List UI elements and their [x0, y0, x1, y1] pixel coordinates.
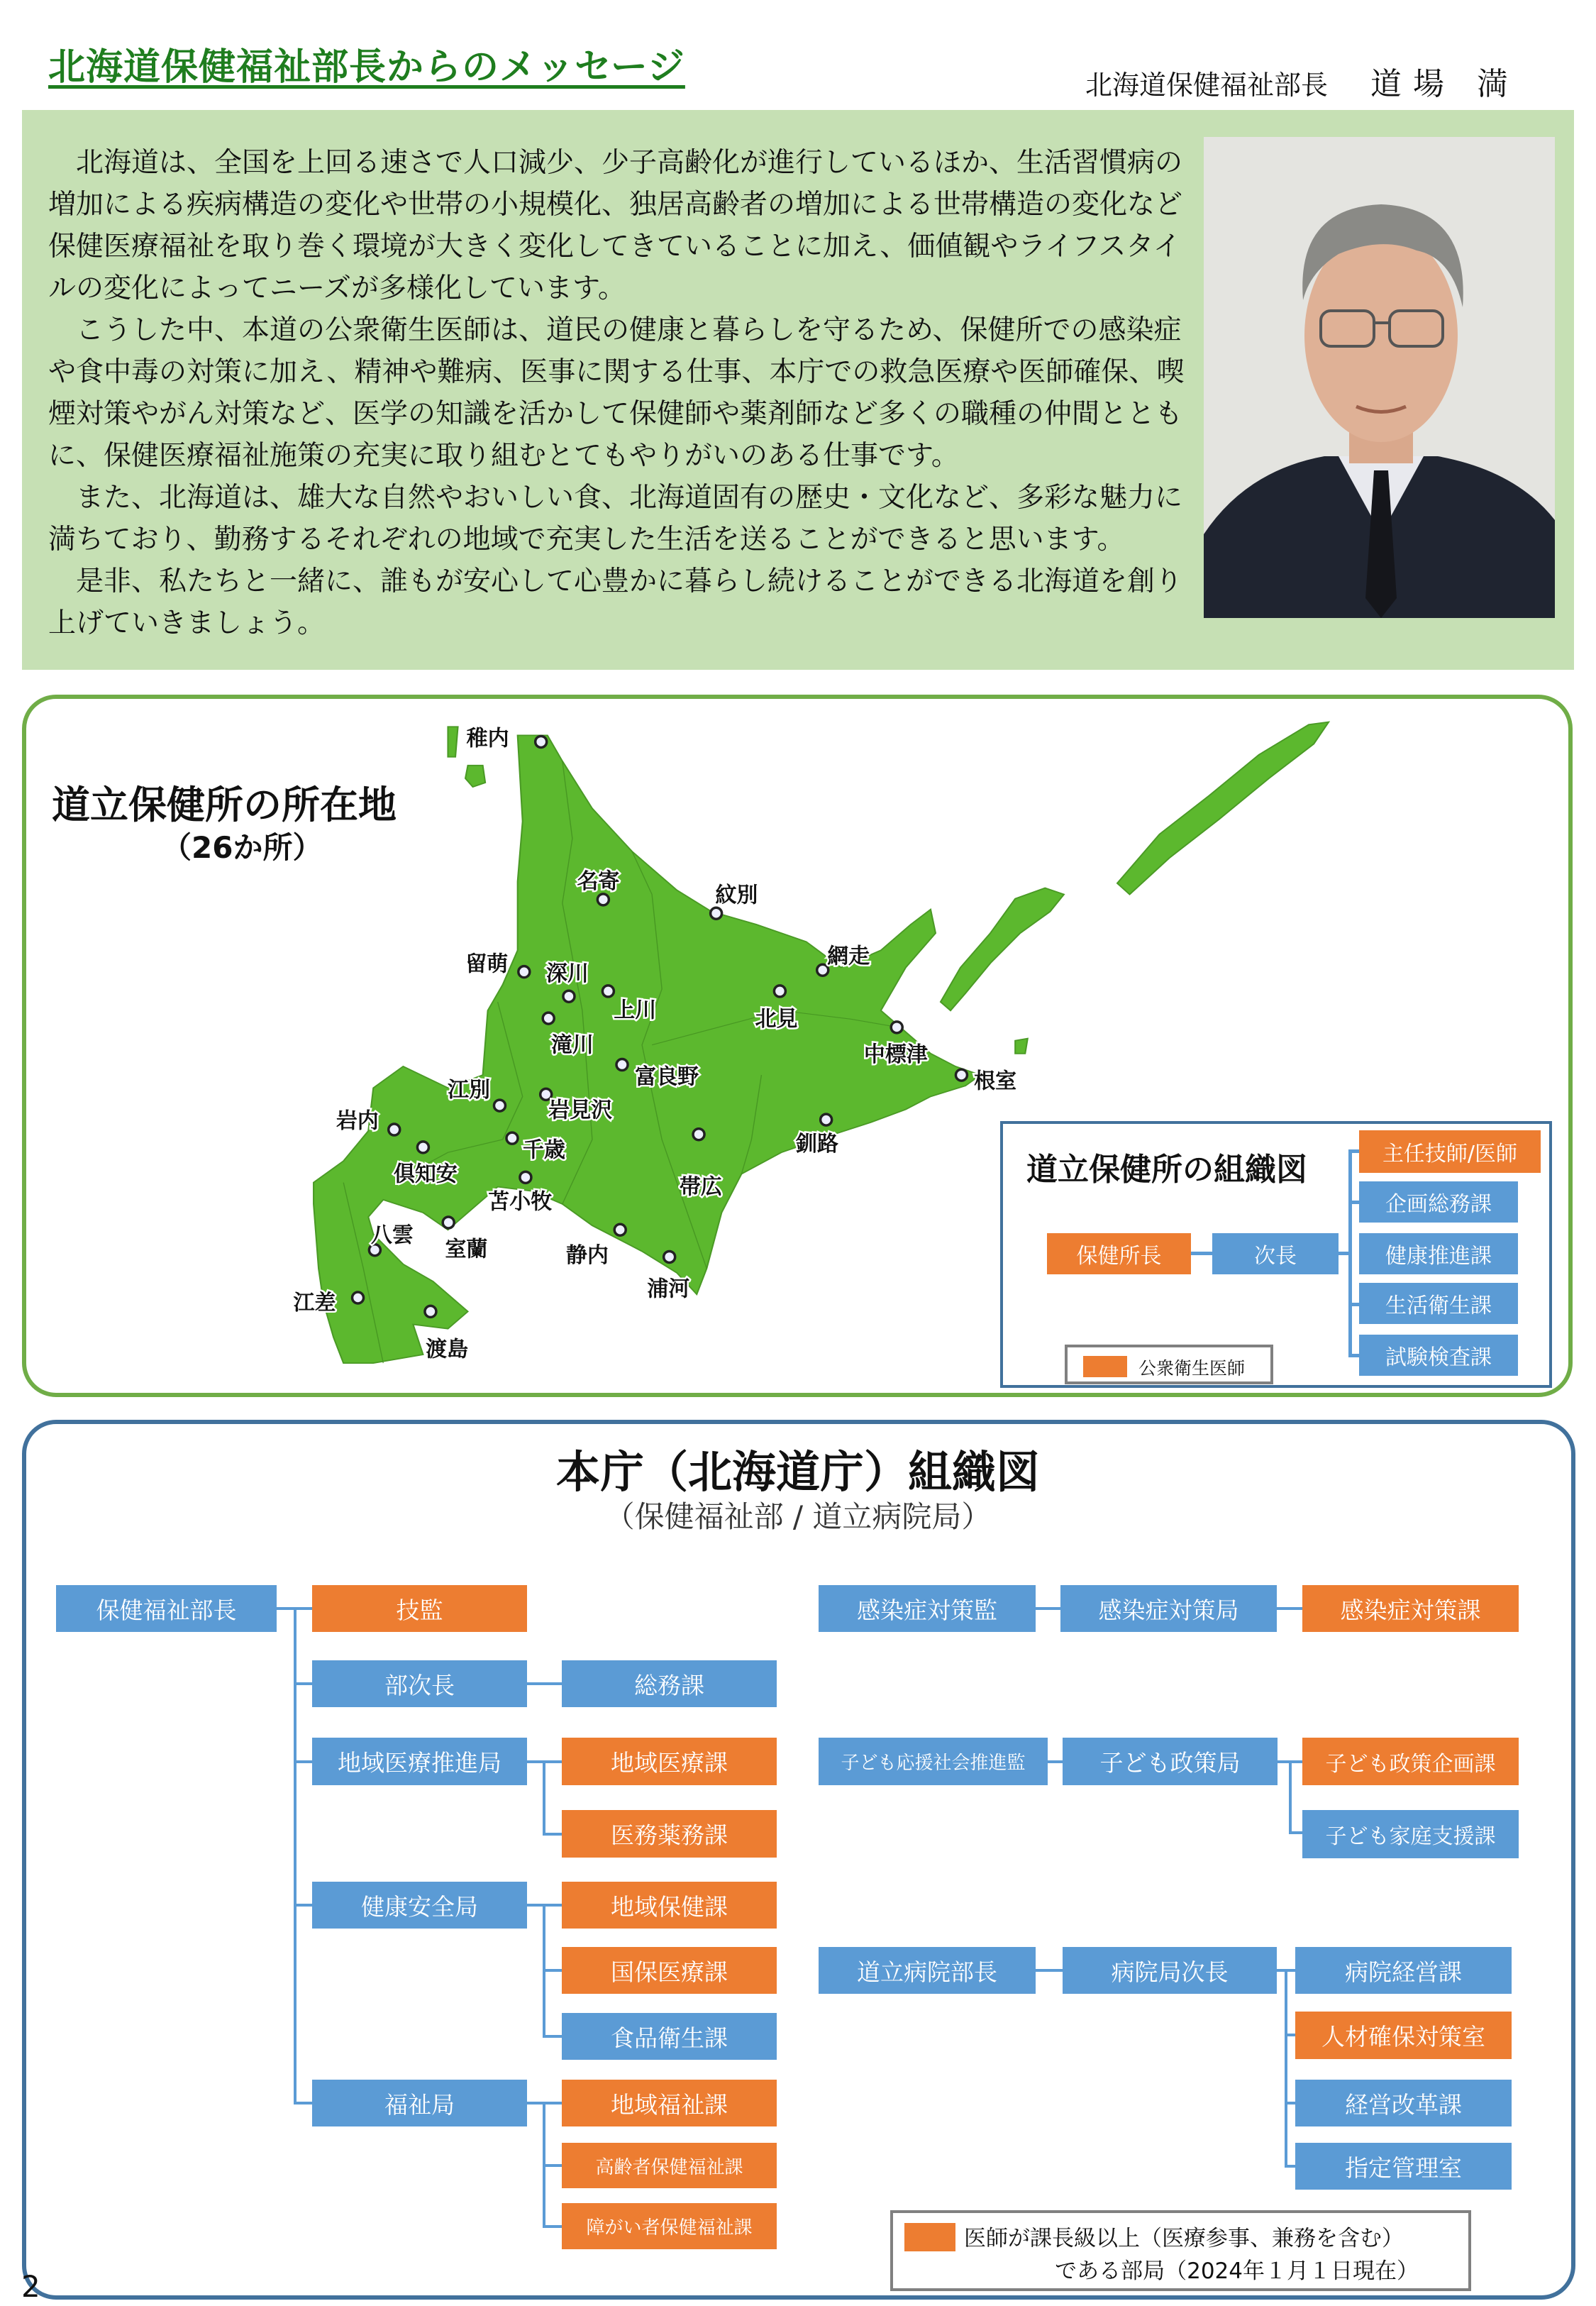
city-label: 滝川	[550, 1032, 594, 1058]
connector	[1348, 1151, 1352, 1357]
connector	[1348, 1354, 1359, 1357]
city-label: 帯広	[679, 1174, 722, 1200]
staff-recruitment-office-box: 人材確保対策室	[1295, 2012, 1512, 2059]
health-center-marker	[389, 1124, 400, 1135]
map-subtitle: （26か所）	[162, 830, 323, 865]
disability-welfare-section-box: 障がい者保健福祉課	[562, 2203, 777, 2249]
gikan-box: 技監	[312, 1585, 527, 1632]
city-label: 苫小牧	[488, 1189, 553, 1215]
city-label: 江別	[447, 1078, 490, 1103]
national-insurance-section-box: 国保医療課	[562, 1947, 777, 1994]
hq-org-title: 本庁（北海道庁）組織図	[555, 1446, 1040, 1498]
environmental-health-section-box: 生活衛生課	[1359, 1283, 1518, 1324]
city-label: 八雲	[370, 1223, 414, 1248]
city-label: 留萌	[465, 951, 509, 977]
city-label: 江差	[293, 1291, 336, 1316]
welfare-bureau-box: 福祉局	[312, 2080, 527, 2126]
health-center-legend	[1065, 1345, 1273, 1384]
legend-swatch	[904, 2223, 955, 2251]
infection-control-section-box: 感染症対策課	[1302, 1585, 1519, 1632]
city-label: 浦河	[647, 1276, 690, 1302]
city-label: 富良野	[635, 1064, 699, 1090]
health-center-marker	[443, 1217, 454, 1228]
child-family-support-section-box: 子ども家庭支援課	[1302, 1810, 1519, 1858]
health-center-marker	[711, 907, 722, 919]
connector	[294, 1607, 312, 1610]
city-label: 岩見沢	[548, 1098, 613, 1123]
connector	[543, 1760, 545, 1835]
connector	[294, 1682, 312, 1685]
city-label: 上川	[614, 998, 657, 1023]
elderly-welfare-section-box: 高齢者保健福祉課	[562, 2143, 777, 2188]
connector	[1348, 1149, 1359, 1153]
message-paragraph: また、北海道は、雄大な自然やおいしい食、北海道固有の歴史・文化など、多彩な魅力に満ちており、勤務するそれぞれの地域で充実した生活を送ることができると思います。	[48, 482, 1183, 556]
connector	[543, 1969, 562, 1972]
connector	[294, 1904, 312, 1907]
author	[1085, 58, 1519, 104]
health-center-marker	[543, 1013, 554, 1024]
deputy-director-general-box: 部次長	[312, 1660, 527, 1707]
legend-label: 公衆衛生医師	[1138, 1358, 1246, 1379]
connector	[543, 2164, 562, 2167]
city-label: 岩内	[336, 1108, 379, 1134]
health-promotion-section-box: 健康推進課	[1359, 1233, 1518, 1274]
connector	[1285, 2165, 1295, 2168]
connector	[1285, 2034, 1295, 2036]
health-center-marker	[602, 986, 614, 997]
deputy-director-box: 次長	[1212, 1233, 1339, 1274]
connector	[1348, 1303, 1359, 1306]
hq-org-subtitle: （保健福祉部 / 道立病院局）	[604, 1499, 992, 1534]
city-label: 深川	[545, 961, 589, 986]
health-center-marker	[774, 986, 785, 997]
message-paragraph: こうした中、本道の公衆衛生医師は、道民の健康と暮らしを守るため、保健所での感染症や食中毒の対策に加え、精神や難病、医事に関する仕事、本庁での救急医療や医師確保、喫煙対策やがん対策など、医学の知識を活かして保健師や薬剤師など多くの職種の仲間とともに、保健医療福祉施策の充実に取り組むとてもやりがいのある仕事です。	[48, 314, 1185, 472]
health-center-marker	[425, 1306, 436, 1317]
health-center-marker	[693, 1129, 704, 1140]
infection-control-director-box: 感染症対策監	[819, 1585, 1036, 1632]
planning-affairs-section-box: 企画総務課	[1359, 1181, 1518, 1223]
connector	[1191, 1252, 1212, 1255]
hospital-deputy-box: 病院局次長	[1063, 1947, 1277, 1994]
general-affairs-box: 総務課	[562, 1660, 777, 1707]
hospital-director-box: 道立病院部長	[819, 1947, 1036, 1994]
connector	[1285, 2102, 1295, 2104]
child-support-director-box: 子ども応援社会推進監	[819, 1738, 1048, 1785]
health-center-org-title: 道立保健所の組織図	[1026, 1152, 1307, 1188]
health-center-marker	[506, 1132, 518, 1144]
regional-medical-bureau-box: 地域医療推進局	[312, 1738, 527, 1785]
medical-pharma-section-box: 医務薬務課	[562, 1810, 777, 1858]
health-center-marker	[616, 1059, 628, 1071]
health-center-marker	[494, 1100, 505, 1111]
chief-engineer-doctor-box: 主任技師/医師	[1359, 1130, 1541, 1173]
health-center-director-box: 保健所長	[1047, 1233, 1191, 1274]
hq-org-legend	[890, 2210, 1471, 2291]
city-label: 名寄	[577, 869, 620, 895]
author-position: 北海道保健福祉部長	[1085, 70, 1329, 101]
hospital-management-section-box: 病院経営課	[1295, 1947, 1512, 1994]
health-center-marker	[614, 1224, 626, 1235]
health-center-marker	[664, 1251, 675, 1262]
connector	[1285, 1969, 1287, 2168]
child-policy-planning-section-box: 子ども政策企画課	[1302, 1738, 1519, 1785]
regional-health-section-box: 地域保健課	[562, 1882, 777, 1929]
connector	[1048, 1760, 1063, 1763]
connector	[1036, 1969, 1063, 1972]
regional-welfare-section-box: 地域福祉課	[562, 2080, 777, 2126]
connector	[1036, 1607, 1060, 1610]
page-title: 北海道保健福祉部長からのメッセージ	[48, 46, 685, 89]
health-center-marker	[955, 1069, 967, 1081]
health-safety-bureau-box: 健康安全局	[312, 1882, 527, 1929]
health-center-marker	[519, 966, 530, 978]
connector	[527, 1682, 562, 1685]
health-center-marker	[597, 894, 609, 905]
city-label: 千歳	[522, 1137, 565, 1163]
director-portrait-photo	[1204, 137, 1555, 618]
connector	[294, 2102, 312, 2104]
director-general-box: 保健福祉部長	[56, 1585, 277, 1632]
health-center-marker	[563, 991, 575, 1002]
health-center-marker	[353, 1292, 364, 1303]
infection-control-bureau-box: 感染症対策局	[1060, 1585, 1277, 1632]
health-center-marker	[536, 736, 547, 747]
health-center-marker	[891, 1022, 902, 1033]
city-label: 北見	[755, 1007, 798, 1032]
page-number: 2	[21, 2269, 40, 2304]
health-center-marker	[417, 1142, 428, 1153]
message-paragraph: 北海道は、全国を上回る速さで人口減少、少子高齢化が進行しているほか、生活習慣病の増加による疾病構造の変化や世帯の小規模化、独居高齢者の増加による世帯構造の変化など保健医療福祉を取り巻く環境が大きく変化してきていることに加え、価値観やライフスタイルの変化によってニーズが多様化しています。	[48, 147, 1183, 304]
connector	[1348, 1201, 1359, 1204]
legend-swatch	[1083, 1356, 1127, 1377]
food-sanitation-section-box: 食品衛生課	[562, 2013, 777, 2060]
city-label: 釧路	[796, 1131, 839, 1157]
connector	[1289, 1760, 1292, 1834]
city-label: 紋別	[715, 883, 758, 908]
map-title: 道立保健所の所在地	[52, 783, 397, 827]
health-center-marker	[821, 1114, 832, 1125]
management-reform-section-box: 経営改革課	[1295, 2080, 1512, 2126]
city-label: 中標津	[863, 1042, 928, 1067]
author-name: 道場 満	[1370, 66, 1520, 102]
connector	[1277, 1607, 1302, 1610]
city-label: 静内	[565, 1242, 609, 1268]
designated-management-office-box: 指定管理室	[1295, 2143, 1512, 2190]
legend-line-2: である部局（2024年１月１日現在）	[1055, 2258, 1419, 2284]
message-text	[48, 142, 1204, 644]
testing-section-box: 試験検査課	[1359, 1335, 1518, 1376]
child-policy-bureau-box: 子ども政策局	[1063, 1738, 1278, 1785]
connector	[294, 1760, 312, 1763]
connector	[1289, 1831, 1302, 1834]
city-label: 倶知安	[393, 1162, 458, 1187]
connector	[543, 2225, 562, 2228]
city-label: 稚内	[466, 726, 509, 751]
health-center-marker	[520, 1171, 531, 1183]
city-label: 渡島	[426, 1337, 469, 1362]
connector	[543, 1833, 562, 1836]
regional-medical-section-box: 地域医療課	[562, 1738, 777, 1785]
city-label: 室蘭	[445, 1237, 488, 1262]
legend-line-1: 医師が課長級以上（医療参事、兼務を含む）	[964, 2226, 1404, 2251]
message-paragraph: 是非、私たちと一緒に、誰もが安心して心豊かに暮らし続けることができる北海道を創り上げていきましょう。	[48, 566, 1183, 639]
connector	[543, 2035, 562, 2038]
city-label: 根室	[974, 1069, 1017, 1094]
city-label: 網走	[827, 944, 870, 969]
